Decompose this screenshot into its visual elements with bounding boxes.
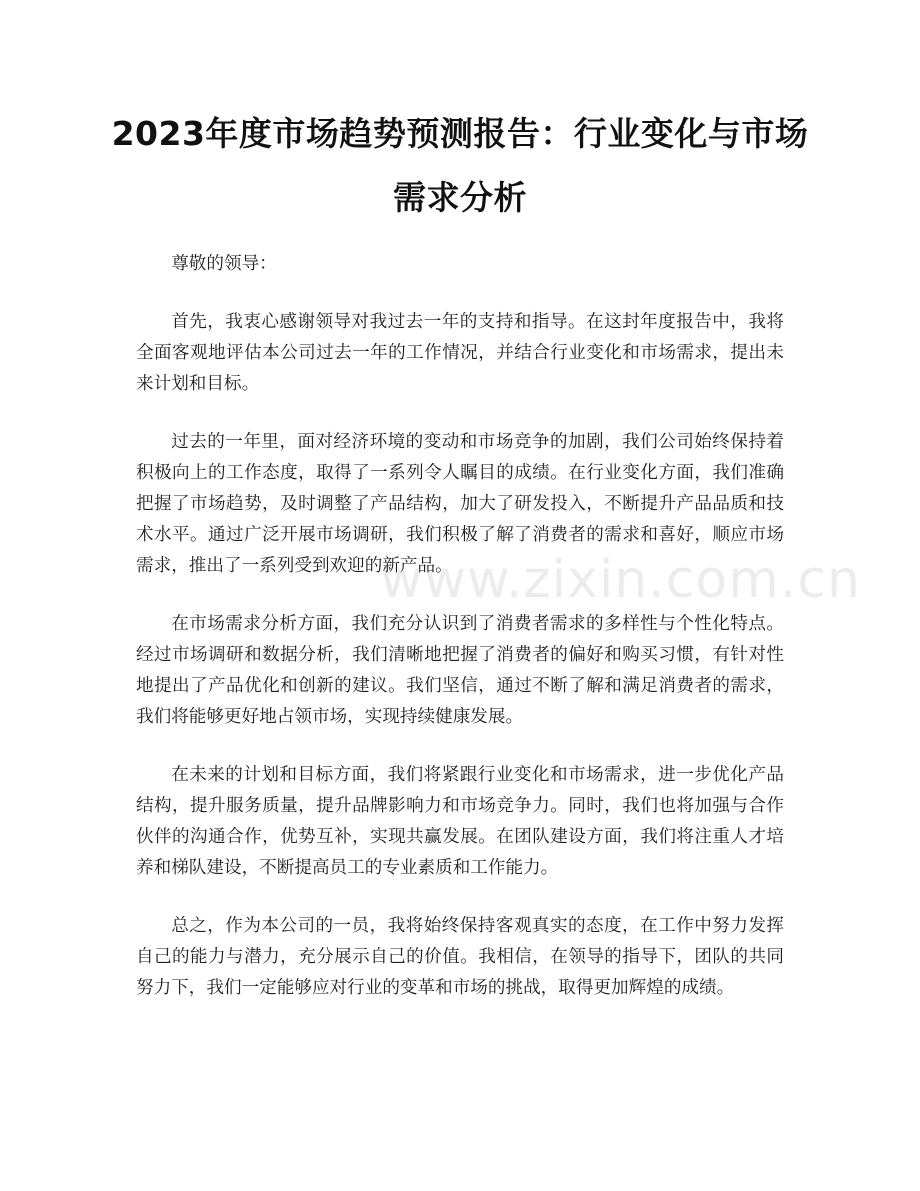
document-body [136,249,861,1031]
body-paragraph-2: 过去的一年里，面对经济环境的变动和市场竞争的加剧，我们公司始终保持着积极向上的工作态度，取得了一系列令人瞩目的成绩。在行业变化方面，我们准确把握了市场趋势，及时调整了产品结构，加大了研发投入，不断提升产品品质和技术水平。通过广泛开展市场调研，我们积极了解了消费者的需求和喜好，顺应市场需求，推出了一系列受到欢迎的新产品。 [136,432,784,576]
body-paragraph-5: 总之，作为本公司的一员，我将始终保持客观真实的态度，在工作中努力发挥自己的能力与潜力，充分展示自己的价值。我相信，在领导的指导下，团队的共同努力下，我们一定能够应对行业的变革和市场的挑战，取得更加辉煌的成绩。 [136,916,784,998]
salutation-paragraph: 尊敬的领导： [171,254,277,274]
document-title: 2023年度市场趋势预测报告：行业变化与市场需求分析 [111,114,809,217]
body-paragraph-1: 首先，我衷心感谢领导对我过去一年的支持和指导。在这封年度报告中，我将全面客观地评估本公司过去一年的工作情况，并结合行业变化和市场需求，提出未来计划和目标。 [136,312,784,394]
watermark-text: www.zixin.com.cn [380,550,861,610]
body-paragraph-3: 在市场需求分析方面，我们充分认识到了消费者需求的多样性与个性化特点。经过市场调研和数据分析，我们清晰地把握了消费者的偏好和购买习惯，有针对性地提出了产品优化和创新的建议。我们坚信，通过不断了解和满足消费者的需求，我们将能够更好地占领市场，实现持续健康发展。 [136,614,784,727]
body-paragraph-4: 在未来的计划和目标方面，我们将紧跟行业变化和市场需求，进一步优化产品结构，提升服务质量，提升品牌影响力和市场竞争力。同时，我们也将加强与合作伙伴的沟通合作，优势互补，实现共赢发展。在团队建设方面，我们将注重人才培养和梯队建设，不断提高员工的专业素质和工作能力。 [136,765,784,878]
